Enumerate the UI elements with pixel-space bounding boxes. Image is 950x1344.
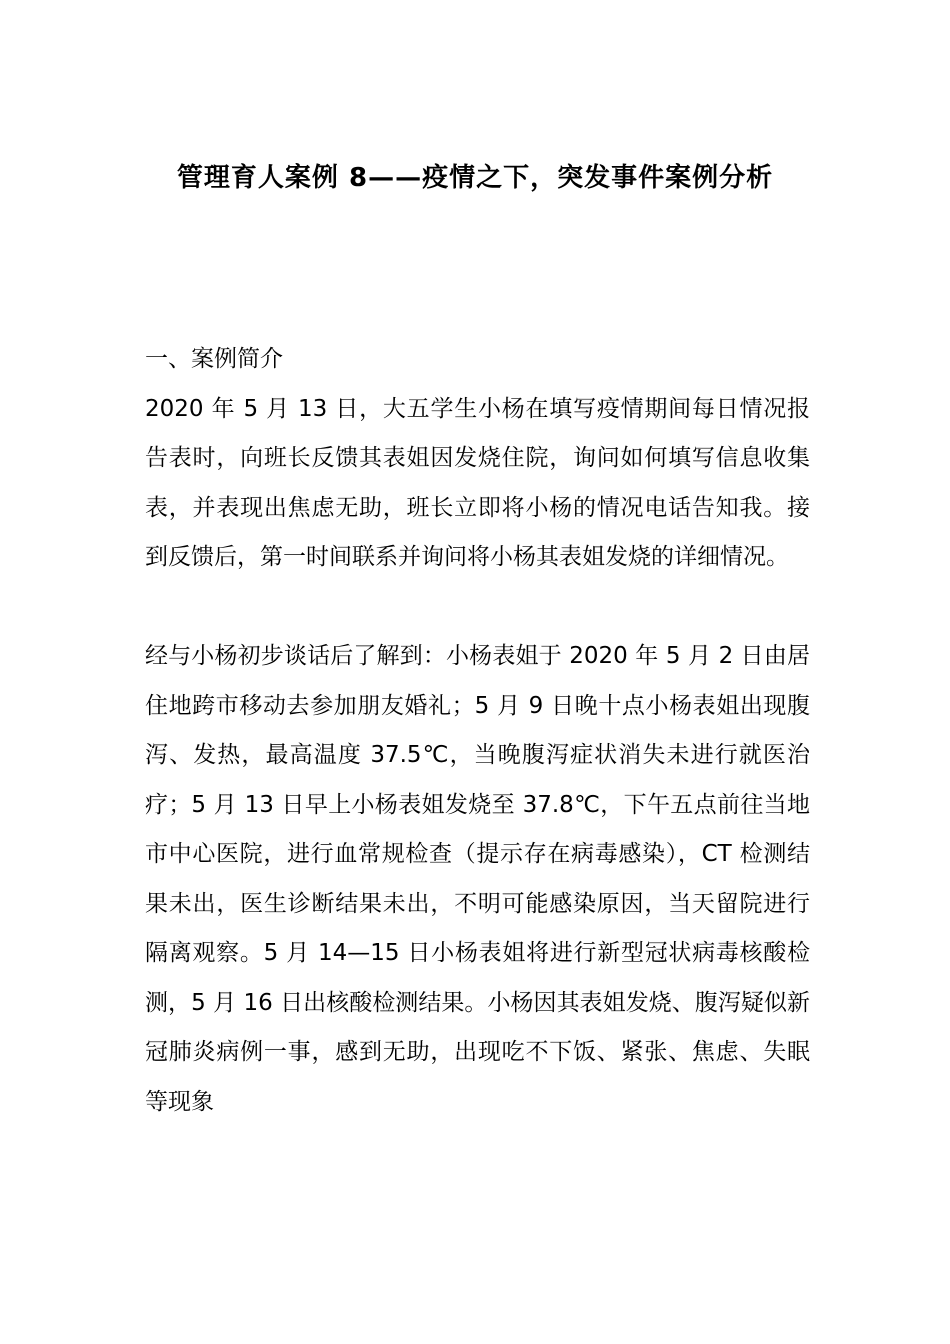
document-title: 管理育人案例 8——疫情之下，突发事件案例分析 bbox=[176, 163, 774, 193]
section-heading: 一、案例简介 bbox=[145, 346, 283, 372]
document-body bbox=[145, 335, 810, 1127]
paragraph-conversation-details: 经与小杨初步谈话后了解到：小杨表姐于 2020 年 5 月 2 日由居住地跨市移动去参加朋友婚礼；5 月 9 日晚十点小杨表姐出现腹泻、发热，最高温度 37.5℃，当晚腹泻症状消失未进行就医治疗；5 月 13 日早上小杨表姐发烧至 37.8℃，下午五点前往当地市中心医院，进行血常规检查（提示存在病毒感染），CT 检测结果未出，医生诊断结果未出，不明可能感染原因，当天留院进行隔离观察。5 月 14—15 日小杨表姐将进行新型冠状病毒核酸检测，5 月 16 日出核酸检测结果。小杨因其表姐发烧、腹泻疑似新冠肺炎病例一事，感到无助，出现吃不下饭、紧张、焦虑、失眠等现象 bbox=[145, 643, 810, 1115]
paragraph-case-intro: 2020 年 5 月 13 日，大五学生小杨在填写疫情期间每日情况报告表时，向班长反馈其表姐因发烧住院，询问如何填写信息收集表，并表现出焦虑无助，班长立即将小杨的情况电话告知我。接到反馈后，第一时间联系并询问将小杨其表姐发烧的详细情况。 bbox=[145, 395, 810, 570]
